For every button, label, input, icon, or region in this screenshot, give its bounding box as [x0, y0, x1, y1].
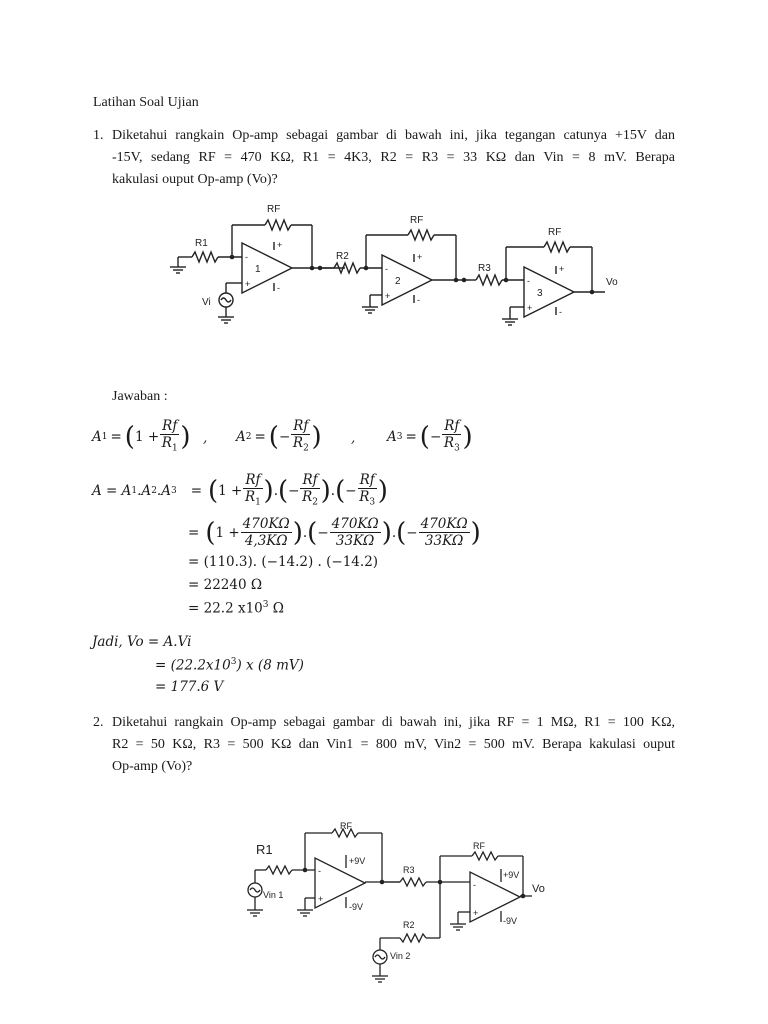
rf-num: Rf	[245, 472, 261, 488]
c2-op1-neg-supply: -9V	[349, 902, 364, 912]
one-plus: 1 +	[218, 483, 243, 500]
op3-plus: +	[527, 303, 533, 313]
conclusion-line-2	[155, 657, 304, 674]
a2-symbol: A	[236, 429, 246, 446]
conclusion-2-exp: 3	[230, 657, 237, 667]
r2-sub: 2	[312, 497, 318, 508]
a1-symbol: A	[92, 429, 102, 446]
conclusion-line-1: Jadi, Vo = A.Vi	[92, 634, 192, 650]
question-2-line-2: R2 = 50 KΩ, R3 = 500 KΩ dan Vin1 = 800 mV, Vin2 = 500 mV. Berapa kakulasi ouput	[112, 737, 675, 752]
c2-vo-label: Vo	[532, 883, 545, 895]
c2-op1-plus: +	[318, 894, 324, 904]
eq-sign: =	[110, 429, 122, 446]
c2-op2-minus: -	[473, 880, 476, 890]
rf-num: Rf	[302, 472, 318, 488]
question-1-text	[112, 125, 675, 191]
c2-rf1-label: RF	[340, 821, 352, 831]
op1-minus: -	[245, 252, 248, 262]
gain-a3-formula: A 3 = ( − $\frac{Rf}{R_3}$ )	[387, 418, 473, 454]
eq-sign: =	[405, 429, 417, 446]
rf-num: Rf	[162, 418, 178, 434]
r-den: R	[161, 435, 172, 451]
op3-supply-minus: -	[559, 307, 562, 317]
c2-op1-pos-supply: +9V	[349, 856, 366, 866]
conclusion-line-3: = 177.6 V	[155, 679, 224, 695]
dot: .	[330, 483, 336, 500]
r-den: R	[292, 435, 304, 451]
question-1-number: 1.	[93, 128, 104, 143]
op2-supply-plus: +	[417, 252, 423, 262]
gain-a1-formula: A 1 = ( 1 + $\frac{Rf}{R_1}$ )	[92, 418, 191, 454]
answer-label: Jawaban :	[112, 389, 168, 404]
r1-sub: 1	[171, 443, 178, 454]
r-den: R	[245, 489, 256, 505]
minus-sign: −	[278, 429, 291, 446]
op3-supply-plus: +	[559, 264, 565, 274]
op1-plus: +	[245, 279, 251, 289]
r1-label: R1	[195, 238, 208, 249]
r1-sub: 1	[255, 497, 261, 508]
opamp-3-number: 3	[537, 288, 543, 299]
rf-value: 470KΩ	[242, 516, 290, 532]
c2-vin1-label: Vin 1	[263, 890, 284, 900]
c2-op2-pos-supply: +9V	[503, 870, 520, 880]
result-2-exp: 3	[262, 600, 269, 610]
sub-1: 1	[131, 486, 138, 497]
dot: .	[391, 524, 397, 541]
a3-sub: 3	[396, 432, 403, 443]
question-2-line-1: Diketahui rangkain Op-amp sebagai gambar di bawah ini, jika RF = 1 MΩ, R1 = 100 KΩ,	[112, 715, 675, 730]
circuit-1-diagram	[160, 195, 630, 335]
a-end: .A	[156, 483, 171, 500]
vi-label: Vi	[202, 297, 211, 308]
r-den: R	[302, 489, 313, 505]
minus-sign: −	[406, 524, 418, 541]
circuit-2-diagram	[240, 818, 560, 990]
numeric-substitution: = ( 1 + $\frac{470K\Omega}{4,3K\Omega}$ ) . ( − $\frac{470K\Omega}{33K\Omega}$ ) . ( − $\frac{470K\Omega}{33K\Omega}$ )	[188, 516, 481, 549]
eq-sign: =	[190, 483, 203, 500]
rf1-label: RF	[267, 204, 281, 215]
result-2	[188, 600, 284, 617]
r2-sub: 2	[303, 443, 309, 454]
rf-value: 470KΩ	[420, 516, 468, 532]
opamp-2-number: 2	[395, 276, 401, 287]
question-2-line-3: Op-amp (Vo)?	[112, 759, 193, 774]
numeric-product: = (110.3). (−14.2) . (−14.2)	[188, 554, 379, 570]
a1-sub: 1	[101, 432, 108, 443]
r3-value: 33KΩ	[424, 533, 464, 549]
r1-value: 4,3KΩ	[244, 533, 288, 549]
page-heading: Latihan Soal Ujian	[93, 95, 199, 110]
r2-label: R2	[336, 251, 349, 262]
one-plus: 1 +	[215, 524, 240, 541]
eq-sign: =	[188, 524, 200, 541]
c2-r2-label: R2	[403, 920, 415, 930]
op2-supply-minus: -	[417, 295, 420, 305]
result-1: = 22240 Ω	[188, 577, 263, 593]
c2-op2-neg-supply: -9V	[503, 916, 518, 926]
question-1-line-3: kakulasi ouput Op-amp (Vo)?	[112, 172, 278, 187]
question-1-line-1: Diketahui rangkain Op-amp sebagai gambar di bawah ini, jika tegangan catunya +15V dan	[112, 128, 675, 143]
c2-rf2-label: RF	[473, 841, 485, 851]
c2-r1-label: R1	[256, 842, 273, 857]
result-2-unit: Ω	[268, 600, 284, 617]
r-den: R	[359, 489, 370, 505]
minus-sign: −	[429, 429, 442, 446]
sep-1: ,	[203, 430, 208, 446]
gain-a2-formula: A 2 = ( − $\frac{Rf}{R_2}$ )	[236, 418, 322, 454]
conclusion-2-base: = (22.2x10	[155, 657, 231, 674]
op2-minus: -	[385, 264, 388, 274]
sub-3: 3	[170, 486, 177, 497]
op1-supply-minus: -	[277, 283, 280, 293]
one-plus: 1 +	[134, 429, 160, 446]
rf2-label: RF	[410, 215, 424, 226]
c2-r3-label: R3	[403, 865, 415, 875]
c2-op2-plus: +	[473, 908, 479, 918]
conclusion-2-end: ) x (8 mV)	[236, 657, 304, 674]
r3-sub: 3	[369, 497, 376, 508]
dot: .	[273, 483, 278, 500]
question-1-line-2: -15V, sedang RF = 470 KΩ, R1 = 4K3, R2 = R3 = 33 KΩ dan Vin = 8 mV. Berapa	[112, 150, 675, 165]
rf-num: Rf	[293, 418, 309, 434]
total-gain-formula: A = A 1 .A 2 .A 3 = ( 1 + $\frac{Rf}{R_1}$ ) . ( − $\frac{Rf}{R_2}$ ) . ( − $\frac{Rf}{R_3}$ )	[92, 472, 388, 508]
a-total: A = A	[92, 483, 132, 500]
c2-op1-minus: -	[318, 866, 321, 876]
a3-symbol: A	[387, 429, 397, 446]
op3-minus: -	[527, 276, 530, 286]
a-mid: .A	[137, 483, 152, 500]
minus-sign: −	[317, 524, 329, 541]
rf-value: 470KΩ	[331, 516, 379, 532]
r-den: R	[443, 435, 455, 451]
c2-vin2-label: Vin 2	[390, 951, 411, 961]
eq-sign: =	[254, 429, 266, 446]
rf3-label: RF	[548, 227, 562, 238]
a2-sub: 2	[245, 432, 252, 443]
op1-supply-plus: +	[277, 240, 283, 250]
question-2-text	[112, 712, 675, 778]
r3-label: R3	[478, 263, 491, 274]
rf-num: Rf	[444, 418, 460, 434]
rf-num: Rf	[359, 472, 375, 488]
r2-value: 33KΩ	[335, 533, 375, 549]
sep-2: ,	[351, 430, 356, 446]
op2-plus: +	[385, 291, 391, 301]
dot: .	[302, 524, 308, 541]
minus-sign: −	[345, 483, 357, 500]
minus-sign: −	[288, 483, 300, 500]
opamp-1-number: 1	[255, 264, 261, 275]
question-2-number: 2.	[93, 715, 104, 730]
sub-2: 2	[151, 486, 157, 497]
vo-label: Vo	[606, 277, 618, 288]
result-2-base: = 22.2 x10	[188, 600, 263, 617]
r3-sub: 3	[454, 443, 460, 454]
